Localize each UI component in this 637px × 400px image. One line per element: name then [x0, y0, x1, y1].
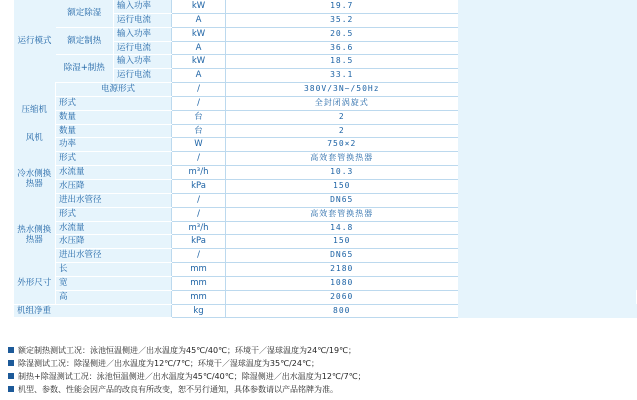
- table-row: [14, 263, 637, 277]
- group-cell: [14, 83, 56, 97]
- row-tail: [458, 263, 637, 277]
- value-cell: DN65: [226, 249, 458, 263]
- note-text: 制热+除湿测试工况：泳池恒温侧进／出水温度为45℃/40℃；除湿侧进／出水温度为12℃/7℃；: [18, 372, 366, 381]
- table-row: [14, 138, 637, 152]
- value-cell: 33.1: [226, 69, 458, 83]
- unit-cell: A: [172, 69, 226, 83]
- row-tail: [458, 69, 637, 83]
- param-label: 运行电流: [114, 13, 172, 27]
- value-cell: 35.2: [226, 13, 458, 27]
- table-row: [14, 249, 637, 263]
- row-tail: [458, 290, 637, 304]
- table-row: [14, 27, 637, 41]
- row-tail: [458, 124, 637, 138]
- note-item: [8, 370, 366, 383]
- row-tail: [458, 249, 637, 263]
- param-label: 功率: [56, 138, 172, 152]
- param-label: 水流量: [56, 166, 172, 180]
- row-tail: [458, 207, 637, 221]
- param-label: 高: [56, 290, 172, 304]
- row-tail: [458, 276, 637, 290]
- value-cell: 全封闭涡旋式: [226, 96, 458, 110]
- param-label: 形式: [56, 207, 172, 221]
- value-cell: 10.3: [226, 166, 458, 180]
- unit-cell: kW: [172, 27, 226, 41]
- table-row: [14, 55, 637, 69]
- table-row: [14, 152, 637, 166]
- value-cell: 150: [226, 235, 458, 249]
- square-bullet-icon: [8, 373, 14, 379]
- table-row: [14, 290, 637, 304]
- group-label-operating-mode: 运行模式: [14, 0, 56, 83]
- param-label: 水压降: [56, 179, 172, 193]
- table-row: [14, 83, 637, 97]
- param-label: 形式: [56, 96, 172, 110]
- table-row: [14, 110, 637, 124]
- row-tail: [458, 166, 637, 180]
- row-tail: [458, 41, 637, 55]
- spec-table: [13, 0, 637, 318]
- table-row: [14, 0, 637, 13]
- value-cell: 2: [226, 124, 458, 138]
- note-text: 除湿测试工况：除湿侧进／出水温度为12℃/7℃；环境干／湿球温度为35℃/24℃；: [18, 359, 319, 368]
- param-label: 水流量: [56, 221, 172, 235]
- row-tail: [458, 179, 637, 193]
- value-cell: 高效套管换热器: [226, 207, 458, 221]
- value-cell: 1080: [226, 276, 458, 290]
- group-label-dimensions: 外形尺寸: [14, 263, 56, 305]
- table-row: [14, 235, 637, 249]
- param-label: 输入功率: [114, 0, 172, 13]
- param-label: 进出水管径: [56, 193, 172, 207]
- value-cell: 2180: [226, 263, 458, 277]
- table-row: [14, 207, 637, 221]
- param-label: 运行电流: [114, 41, 172, 55]
- row-tail: [458, 138, 637, 152]
- value-cell: DN65: [226, 193, 458, 207]
- row-tail: [458, 304, 637, 318]
- value-cell: 19.7: [226, 0, 458, 13]
- table-row: [14, 124, 637, 138]
- unit-cell: /: [172, 83, 226, 97]
- unit-cell: /: [172, 96, 226, 110]
- mode-label: 额定制热: [56, 27, 114, 55]
- unit-cell: kPa: [172, 179, 226, 193]
- table-row: [14, 166, 637, 180]
- param-label: 数量: [56, 110, 172, 124]
- param-label: 数量: [56, 124, 172, 138]
- unit-cell: W: [172, 138, 226, 152]
- row-tail: [458, 13, 637, 27]
- row-tail: [458, 110, 637, 124]
- table-row: [14, 276, 637, 290]
- unit-cell: m³/h: [172, 166, 226, 180]
- row-tail: [458, 193, 637, 207]
- unit-cell: A: [172, 41, 226, 55]
- table-row: [14, 221, 637, 235]
- param-label: 宽: [56, 276, 172, 290]
- unit-cell: mm: [172, 290, 226, 304]
- unit-cell: kg: [172, 304, 226, 318]
- param-label: 进出水管径: [56, 249, 172, 263]
- param-label: 形式: [56, 152, 172, 166]
- unit-cell: m³/h: [172, 221, 226, 235]
- mode-label: 除湿+制热: [56, 55, 114, 83]
- row-tail: [458, 96, 637, 110]
- value-cell: 380V/3N~/50Hz: [226, 83, 458, 97]
- value-cell: 18.5: [226, 55, 458, 69]
- value-cell: 20.5: [226, 27, 458, 41]
- group-label-fan: 风机: [14, 124, 56, 152]
- unit-cell: kW: [172, 0, 226, 13]
- note-text: 机型、参数、性能会因产品的改良有所改变，恕不另行通知，具体参数请以产品铭牌为准。: [18, 385, 338, 394]
- row-tail: [458, 27, 637, 41]
- unit-cell: kPa: [172, 235, 226, 249]
- value-cell: 750×2: [226, 138, 458, 152]
- net-weight-label: 机组净重: [14, 304, 172, 318]
- unit-cell: /: [172, 193, 226, 207]
- table-row: [14, 304, 637, 318]
- unit-cell: mm: [172, 263, 226, 277]
- square-bullet-icon: [8, 360, 14, 366]
- unit-cell: /: [172, 152, 226, 166]
- note-item: [8, 383, 366, 396]
- param-label: 水压降: [56, 235, 172, 249]
- square-bullet-icon: [8, 386, 14, 392]
- param-label: 运行电流: [114, 69, 172, 83]
- row-tail: [458, 221, 637, 235]
- group-label-cold-water-side: 冷水侧换热器: [14, 152, 56, 207]
- note-item: [8, 344, 366, 357]
- table-row: [14, 179, 637, 193]
- unit-cell: /: [172, 207, 226, 221]
- group-label-compressor: 压缩机: [14, 96, 56, 124]
- value-cell: 2: [226, 110, 458, 124]
- unit-cell: 台: [172, 124, 226, 138]
- notes-list: [8, 344, 366, 396]
- unit-cell: A: [172, 13, 226, 27]
- value-cell: 高效套管换热器: [226, 152, 458, 166]
- mode-label: 额定除湿: [56, 0, 114, 27]
- unit-cell: /: [172, 249, 226, 263]
- table-row: [14, 193, 637, 207]
- table-row: [14, 96, 637, 110]
- row-tail: [458, 152, 637, 166]
- value-cell: 800: [226, 304, 458, 318]
- value-cell: 36.6: [226, 41, 458, 55]
- square-bullet-icon: [8, 347, 14, 353]
- note-item: [8, 357, 366, 370]
- note-text: 额定制热测试工况：泳池恒温侧进／出水温度为45℃/40℃；环境干／湿球温度为24℃/19℃；: [18, 346, 357, 355]
- unit-cell: mm: [172, 276, 226, 290]
- row-tail: [458, 235, 637, 249]
- unit-cell: 台: [172, 110, 226, 124]
- row-tail: [458, 83, 637, 97]
- param-label: 输入功率: [114, 27, 172, 41]
- power-supply-label: 电源形式: [56, 83, 172, 97]
- value-cell: 14.8: [226, 221, 458, 235]
- row-tail: [458, 55, 637, 69]
- group-label-hot-water-side: 热水侧换热器: [14, 207, 56, 262]
- row-tail: [458, 0, 637, 13]
- param-label: 输入功率: [114, 55, 172, 69]
- unit-cell: kW: [172, 55, 226, 69]
- value-cell: 150: [226, 179, 458, 193]
- value-cell: 2060: [226, 290, 458, 304]
- param-label: 长: [56, 263, 172, 277]
